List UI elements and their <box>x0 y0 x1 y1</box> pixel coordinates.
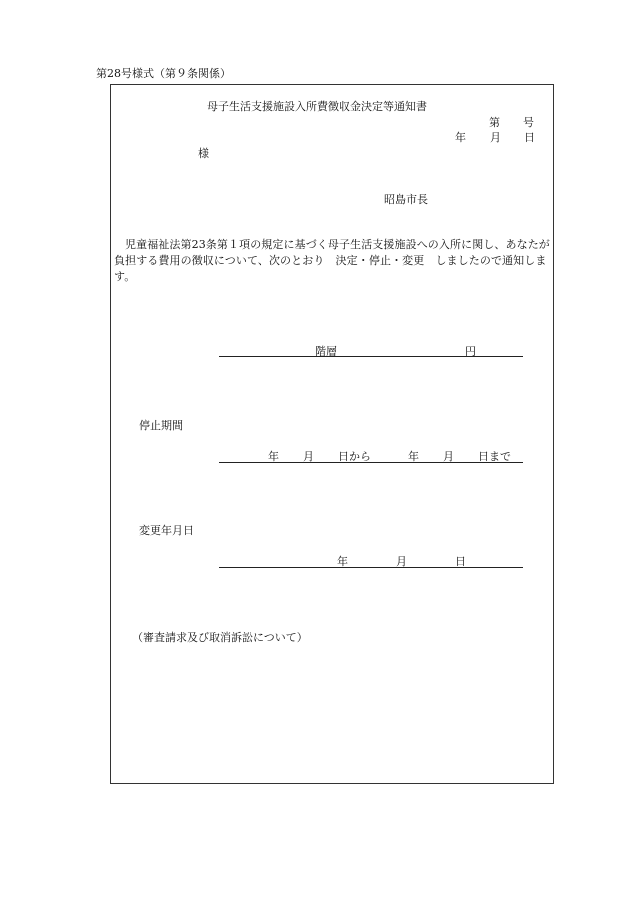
form-number: 第28号様式（第９条関係） <box>96 67 231 80</box>
suspension-from-month: 月 <box>303 450 314 463</box>
date-day: 日 <box>524 131 535 144</box>
suspension-to-year: 年 <box>408 450 419 463</box>
appeal-note: （審査請求及び取消訴訟について） <box>132 631 308 644</box>
number-go: 号 <box>523 116 534 129</box>
document-title: 母子生活支援施設入所費徴収金決定等通知書 <box>207 100 427 113</box>
fee-underline <box>219 356 523 357</box>
suspension-from-day: 日から <box>338 450 371 463</box>
suspension-from-year: 年 <box>268 450 279 463</box>
suspension-label: 停止期間 <box>139 419 183 432</box>
suspension-underline <box>219 462 523 463</box>
suspension-to-day: 日まで <box>478 450 511 463</box>
change-year: 年 <box>337 555 348 568</box>
date-month: 月 <box>490 131 501 144</box>
change-underline <box>219 567 523 568</box>
fee-tier-label: 階層 <box>315 345 337 358</box>
fee-yen-label: 円 <box>465 345 476 358</box>
change-day: 日 <box>455 555 466 568</box>
recipient-suffix: 様 <box>198 147 209 160</box>
suspension-to-month: 月 <box>443 450 454 463</box>
notice-body: 児童福祉法第23条第１項の規定に基づく母子生活支援施設への入所に関し、あなたが負担する費用の徴収について、次のとおり 決定・停止・変更 しましたので通知します。 <box>114 238 550 283</box>
change-date-label: 変更年月日 <box>139 524 194 537</box>
date-year: 年 <box>455 131 466 144</box>
number-dai: 第 <box>489 116 500 129</box>
form-frame <box>110 84 554 784</box>
change-month: 月 <box>396 555 407 568</box>
issuer: 昭島市長 <box>384 193 428 206</box>
